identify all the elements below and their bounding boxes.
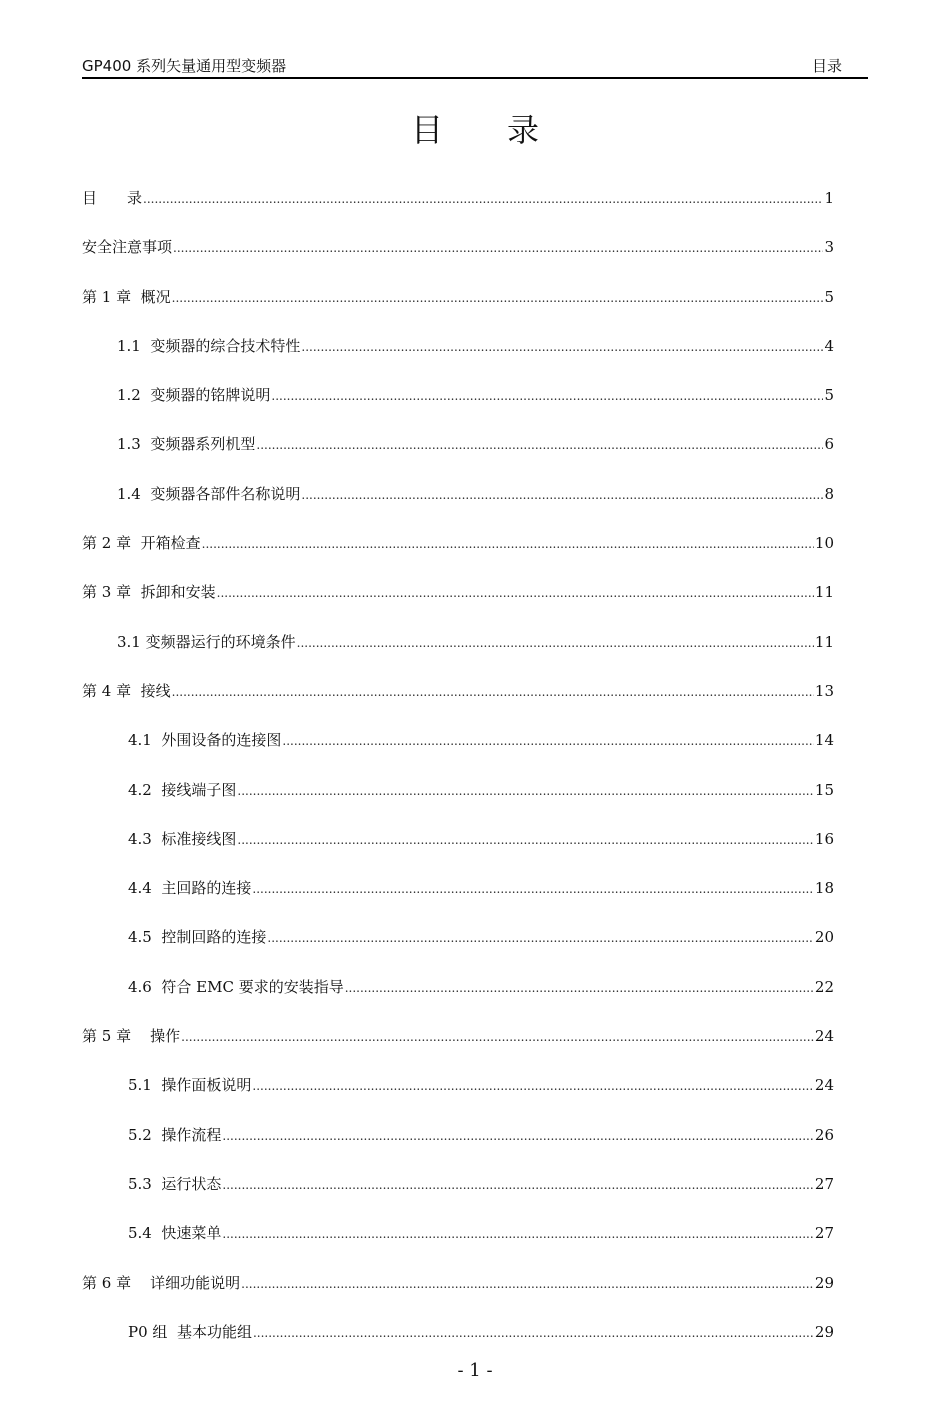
toc-entry-title: 第 3 章 拆卸和安装	[82, 583, 216, 602]
toc-leader-dots	[252, 1073, 814, 1098]
toc-entry-title: 4.6 符合 EMC 要求的安装指导	[128, 977, 344, 996]
toc-entry-page: 29	[814, 1322, 834, 1341]
toc-entry-page: 16	[814, 829, 834, 848]
toc-entry[interactable]	[82, 482, 834, 531]
toc-entry-page: 11	[814, 583, 834, 602]
toc-entry[interactable]	[82, 432, 834, 481]
toc-entry[interactable]	[82, 383, 834, 432]
toc-leader-dots	[222, 1221, 814, 1246]
toc-entry-page: 24	[814, 1027, 834, 1046]
toc-entry-page: 22	[814, 977, 834, 996]
toc-entry[interactable]	[82, 1221, 834, 1270]
toc-entry[interactable]	[82, 925, 834, 974]
toc-leader-dots	[282, 728, 814, 753]
toc-entry-page: 15	[814, 780, 834, 799]
toc-leader-dots	[217, 580, 814, 605]
toc-entry[interactable]	[82, 186, 834, 235]
toc-leader-dots	[345, 975, 814, 1000]
toc-entry-page: 13	[814, 681, 834, 700]
toc-entry-page: 26	[814, 1125, 834, 1144]
toc-entry[interactable]	[82, 827, 834, 876]
toc-entry-page: 11	[814, 632, 834, 651]
toc-entry-title: 5.4 快速菜单	[128, 1224, 222, 1243]
toc-entry-title: 5.3 运行状态	[128, 1174, 222, 1193]
toc-entry-title: 第 5 章 操作	[82, 1027, 181, 1046]
toc-entry[interactable]	[82, 778, 834, 827]
toc-entry-title: 安全注意事项	[82, 238, 173, 257]
section-name: 目录	[811, 57, 842, 75]
toc-leader-dots	[271, 383, 823, 408]
toc-entry-title: 1.3 变频器系列机型	[117, 435, 256, 454]
toc-leader-dots	[172, 285, 824, 310]
toc-entry-title: 5.1 操作面板说明	[128, 1076, 252, 1095]
toc-entry-page: 27	[814, 1224, 834, 1243]
toc-entry[interactable]	[82, 1172, 834, 1221]
toc-entry[interactable]	[82, 285, 834, 334]
toc-leader-dots	[181, 1024, 814, 1049]
toc-entry[interactable]	[82, 975, 834, 1024]
toc-entry-title: 第 4 章 接线	[82, 681, 171, 700]
toc-entry-title: 3.1 变频器运行的环境条件	[117, 632, 296, 651]
toc-entry-title: 4.4 主回路的连接	[128, 879, 252, 898]
toc-leader-dots	[143, 186, 823, 211]
toc-entry-page: 29	[814, 1273, 834, 1292]
toc-entry[interactable]	[82, 235, 834, 284]
toc-entry-title: 1.4 变频器各部件名称说明	[117, 484, 301, 503]
toc-entry[interactable]	[82, 1271, 834, 1320]
toc-entry[interactable]	[82, 630, 834, 679]
toc-leader-dots	[253, 1320, 814, 1345]
toc-entry-page: 5	[824, 287, 834, 306]
toc-entry[interactable]	[82, 1123, 834, 1172]
document-title: GP400 系列矢量通用型变频器	[82, 57, 287, 75]
toc-entry[interactable]	[82, 1073, 834, 1122]
toc-leader-dots	[297, 630, 814, 655]
toc-entry-title: 4.1 外围设备的连接图	[128, 731, 282, 750]
toc-entry-page: 6	[824, 435, 834, 454]
toc-entry[interactable]	[82, 1024, 834, 1073]
toc-entry-page: 5	[824, 386, 834, 405]
toc-leader-dots	[241, 1271, 814, 1296]
header-divider	[82, 77, 868, 79]
toc-entry[interactable]	[82, 334, 834, 383]
table-of-contents	[82, 186, 834, 1369]
toc-entry-page: 3	[824, 238, 834, 257]
toc-leader-dots	[267, 925, 814, 950]
toc-entry[interactable]	[82, 679, 834, 728]
toc-leader-dots	[301, 482, 823, 507]
toc-leader-dots	[202, 531, 814, 556]
toc-entry-page: 20	[814, 928, 834, 947]
toc-leader-dots	[301, 334, 823, 359]
toc-entry-title: 4.3 标准接线图	[128, 829, 237, 848]
toc-entry-title: P0 组 基本功能组	[128, 1322, 252, 1341]
toc-entry-title: 第 6 章 详细功能说明	[82, 1273, 241, 1292]
toc-entry-title: 第 2 章 开箱检查	[82, 534, 201, 553]
toc-leader-dots	[256, 432, 823, 457]
toc-entry-title: 1.2 变频器的铭牌说明	[117, 386, 271, 405]
toc-leader-dots	[173, 235, 823, 260]
page-title: 目 录	[410, 111, 539, 149]
toc-entry[interactable]	[82, 876, 834, 925]
toc-entry-page: 14	[814, 731, 834, 750]
toc-entry-page: 8	[824, 484, 834, 503]
toc-entry-page: 24	[814, 1076, 834, 1095]
toc-entry-page: 1	[824, 189, 834, 207]
toc-entry-page: 18	[814, 879, 834, 898]
toc-leader-dots	[222, 1123, 814, 1148]
toc-leader-dots	[222, 1172, 814, 1197]
toc-entry[interactable]	[82, 580, 834, 629]
toc-entry-title: 4.2 接线端子图	[128, 780, 237, 799]
toc-entry-title: 目 录	[82, 189, 143, 207]
toc-entry-title: 第 1 章 概况	[82, 287, 171, 306]
toc-entry-page: 4	[824, 336, 834, 355]
page-number: - 1 -	[457, 1360, 493, 1381]
toc-leader-dots	[172, 679, 814, 704]
toc-entry[interactable]	[82, 531, 834, 580]
toc-leader-dots	[237, 827, 814, 852]
toc-entry[interactable]	[82, 728, 834, 777]
toc-entry-title: 5.2 操作流程	[128, 1125, 222, 1144]
toc-entry-page: 27	[814, 1174, 834, 1193]
toc-leader-dots	[252, 876, 814, 901]
page-header	[82, 55, 868, 77]
toc-entry-title: 1.1 变频器的综合技术特性	[117, 336, 301, 355]
toc-leader-dots	[237, 778, 814, 803]
toc-entry-title: 4.5 控制回路的连接	[128, 928, 267, 947]
toc-entry-page: 10	[814, 534, 834, 553]
